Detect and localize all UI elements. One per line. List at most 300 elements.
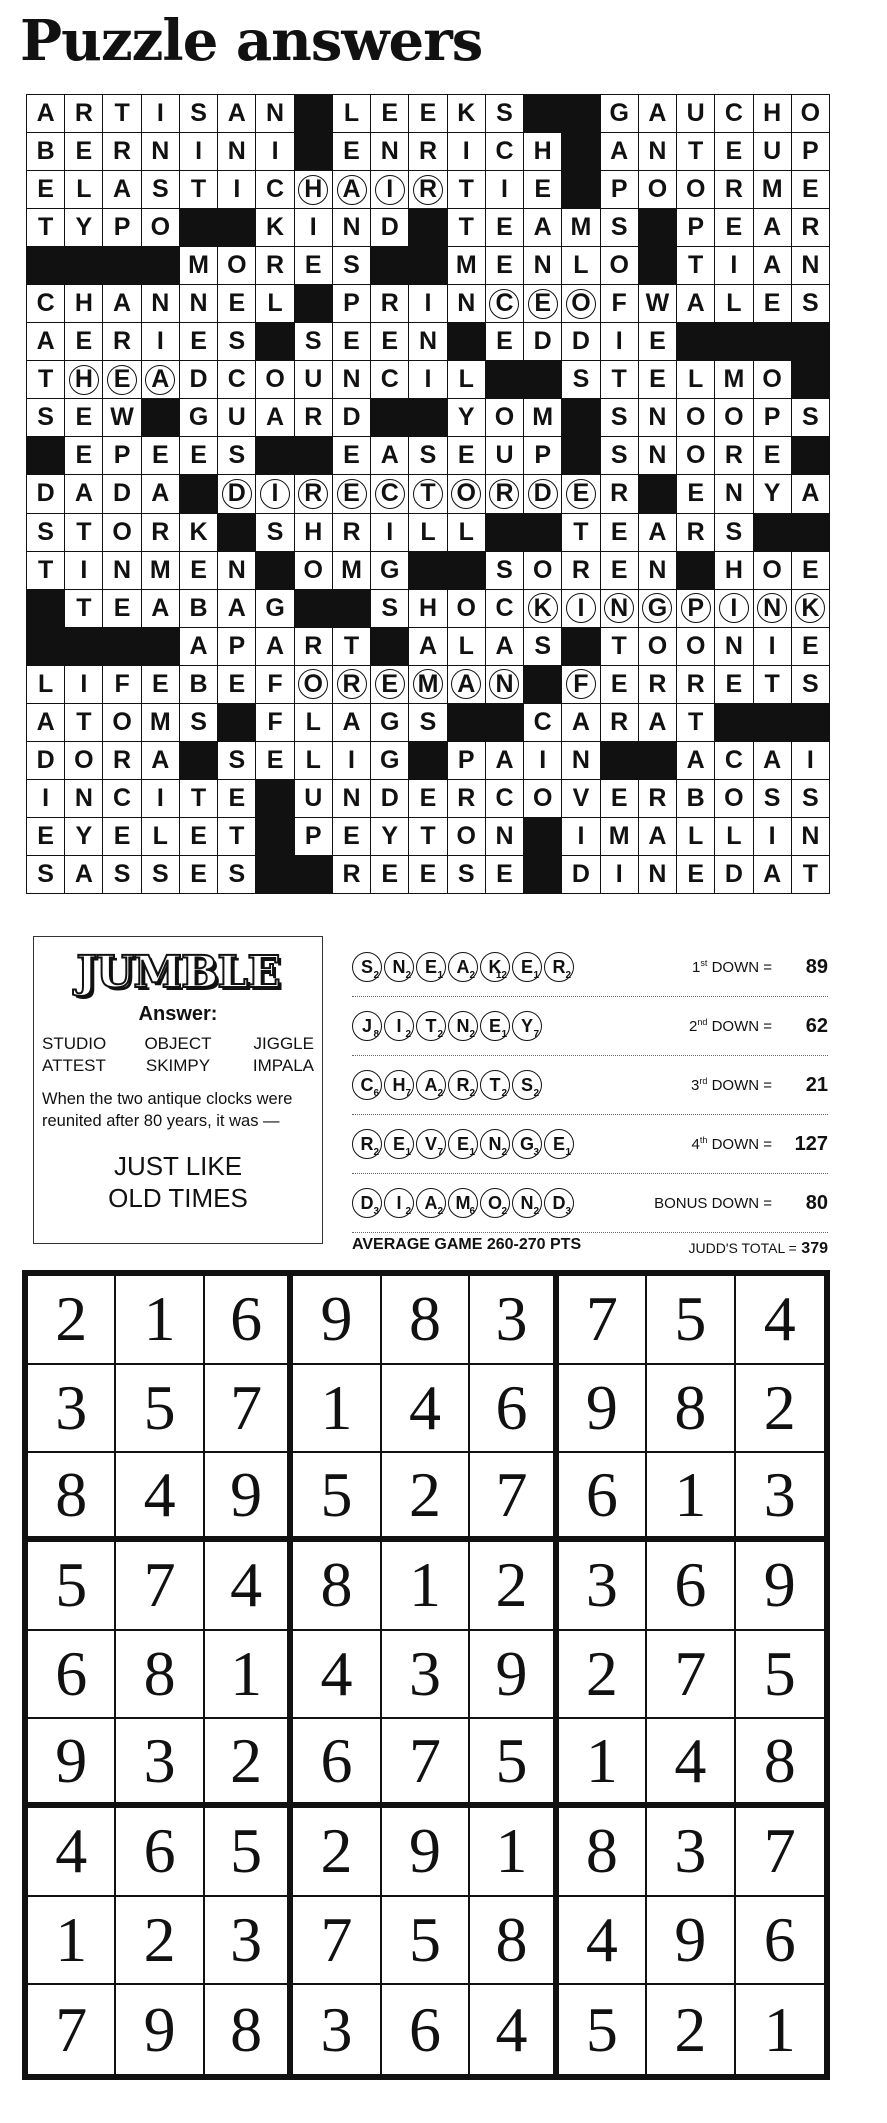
crossword-letter: R: [601, 704, 638, 741]
sudoku-cell: 3: [293, 1985, 381, 2074]
sudoku-cell: 7: [647, 1631, 735, 1720]
sudoku-cell: 9: [559, 1365, 647, 1454]
sudoku-cell: 4: [28, 1808, 116, 1897]
crossword-black-square: [448, 323, 485, 360]
sudoku-cell: 8: [205, 1985, 293, 2074]
sudoku-cell: 1: [116, 1276, 204, 1365]
crossword-letter: I: [333, 742, 370, 779]
crossword-letter: T: [409, 818, 446, 855]
crossword-letter: E: [677, 475, 714, 512]
crossword-letter: M: [524, 399, 561, 436]
word-game-row: [352, 1115, 828, 1174]
crossword-black-square: [27, 628, 64, 665]
letter-tile: I 2: [384, 1188, 414, 1218]
crossword-letter: R: [562, 552, 599, 589]
crossword-letter: E: [677, 856, 714, 893]
crossword-letter: A: [333, 704, 370, 741]
crossword-letter: T: [180, 780, 217, 817]
crossword-letter: R: [792, 209, 829, 246]
crossword-black-square: [562, 399, 599, 436]
letter-tile: E 1: [480, 1011, 510, 1041]
crossword-letter: A: [639, 95, 676, 132]
crossword-letter: I: [142, 323, 179, 360]
crossword-letter: O: [142, 209, 179, 246]
crossword-letter: E: [486, 856, 523, 893]
tile-value: 3: [373, 1206, 379, 1217]
crossword-circled-letter: C: [486, 285, 523, 322]
crossword-letter: A: [754, 209, 791, 246]
crossword-letter: E: [218, 780, 255, 817]
crossword-black-square: [103, 247, 140, 284]
crossword-black-square: [601, 742, 638, 779]
crossword-letter: E: [65, 133, 102, 170]
tile-value: 2: [469, 1088, 475, 1099]
down-label: 2nd DOWN =: [689, 1017, 772, 1035]
crossword-letter: A: [486, 628, 523, 665]
crossword-letter: S: [715, 514, 752, 551]
crossword-black-square: [371, 247, 408, 284]
crossword-letter: I: [601, 323, 638, 360]
crossword-letter: K: [448, 95, 485, 132]
tile-value: 12: [495, 970, 507, 981]
crossword-letter: S: [180, 95, 217, 132]
crossword-circled-letter: K: [524, 590, 561, 627]
sudoku-cell: 4: [116, 1453, 204, 1542]
crossword-letter: A: [524, 209, 561, 246]
sudoku-cell: 3: [559, 1542, 647, 1631]
crossword-black-square: [562, 171, 599, 208]
crossword-letter: E: [103, 818, 140, 855]
crossword-letter: E: [142, 437, 179, 474]
crossword-grid: [26, 94, 830, 894]
crossword-letter: S: [371, 590, 408, 627]
sudoku-cell: 1: [470, 1808, 558, 1897]
crossword-letter: A: [218, 95, 255, 132]
crossword-letter: O: [524, 552, 561, 589]
crossword-letter: O: [754, 361, 791, 398]
crossword-letter: R: [295, 399, 332, 436]
crossword-letter: D: [180, 361, 217, 398]
crossword-letter: L: [27, 666, 64, 703]
sudoku-cell: 4: [293, 1631, 381, 1720]
crossword-black-square: [639, 209, 676, 246]
down-score: 127: [794, 1132, 828, 1155]
crossword-letter: I: [601, 856, 638, 893]
tile-value: 1: [405, 1147, 411, 1158]
crossword-letter: I: [142, 780, 179, 817]
crossword-letter: L: [295, 704, 332, 741]
sudoku-cell: 2: [736, 1365, 824, 1454]
crossword-black-square: [639, 247, 676, 284]
crossword-letter: S: [792, 399, 829, 436]
crossword-letter: E: [333, 323, 370, 360]
sudoku-cell: 8: [559, 1808, 647, 1897]
crossword-letter: E: [524, 171, 561, 208]
crossword-letter: U: [295, 780, 332, 817]
crossword-letter: E: [486, 323, 523, 360]
letter-tile: K 12: [480, 952, 510, 982]
crossword-letter: T: [677, 133, 714, 170]
letter-tile: N 2: [384, 952, 414, 982]
crossword-letter: R: [142, 514, 179, 551]
crossword-letter: U: [677, 95, 714, 132]
crossword-black-square: [486, 704, 523, 741]
crossword-letter: D: [27, 742, 64, 779]
crossword-black-square: [218, 704, 255, 741]
crossword-letter: S: [486, 95, 523, 132]
crossword-letter: N: [524, 247, 561, 284]
crossword-letter: I: [27, 780, 64, 817]
crossword-letter: N: [103, 552, 140, 589]
sudoku-cell: 2: [205, 1719, 293, 1808]
crossword-black-square: [333, 590, 370, 627]
crossword-letter: I: [180, 133, 217, 170]
sudoku-cell: 1: [293, 1365, 381, 1454]
crossword-letter: O: [103, 704, 140, 741]
tile-value: 1: [437, 970, 443, 981]
letter-tile: I 2: [384, 1011, 414, 1041]
letter-tile: Y 7: [512, 1011, 542, 1041]
crossword-black-square: [409, 247, 446, 284]
page-title: Puzzle answers: [20, 8, 483, 74]
sudoku-cell: 8: [736, 1719, 824, 1808]
crossword-letter: I: [715, 247, 752, 284]
crossword-black-square: [524, 514, 561, 551]
crossword-letter: D: [562, 856, 599, 893]
down-score: 21: [805, 1073, 828, 1096]
crossword-black-square: [409, 552, 446, 589]
crossword-circled-letter: E: [333, 475, 370, 512]
crossword-letter: T: [448, 171, 485, 208]
sudoku-cell: 7: [116, 1542, 204, 1631]
tile-value: 2: [405, 970, 411, 981]
sudoku-cell: 8: [293, 1542, 381, 1631]
crossword-circled-letter: E: [524, 285, 561, 322]
crossword-letter: L: [715, 818, 752, 855]
crossword-letter: E: [792, 628, 829, 665]
sudoku-cell: 3: [205, 1897, 293, 1986]
crossword-letter: P: [524, 437, 561, 474]
crossword-letter: I: [562, 818, 599, 855]
crossword-black-square: [295, 285, 332, 322]
crossword-black-square: [295, 590, 332, 627]
crossword-letter: A: [792, 475, 829, 512]
crossword-letter: O: [677, 628, 714, 665]
sudoku-cell: 2: [116, 1897, 204, 1986]
crossword-letter: B: [27, 133, 64, 170]
sudoku-cell: 9: [736, 1542, 824, 1631]
crossword-letter: I: [754, 818, 791, 855]
crossword-letter: T: [754, 666, 791, 703]
tile-value: 7: [437, 1147, 443, 1158]
crossword-letter: I: [295, 209, 332, 246]
crossword-letter: R: [103, 742, 140, 779]
crossword-letter: N: [715, 475, 752, 512]
sudoku-cell: 2: [382, 1453, 470, 1542]
crossword-letter: C: [715, 95, 752, 132]
tile-value: 2: [405, 1029, 411, 1040]
crossword-letter: P: [601, 171, 638, 208]
crossword-letter: E: [65, 323, 102, 360]
crossword-letter: D: [715, 856, 752, 893]
crossword-letter: E: [792, 552, 829, 589]
crossword-letter: N: [792, 818, 829, 855]
tile-value: 2: [405, 1206, 411, 1217]
crossword-letter: S: [409, 704, 446, 741]
crossword-letter: A: [180, 628, 217, 665]
crossword-black-square: [371, 628, 408, 665]
sudoku-cell: 5: [470, 1719, 558, 1808]
crossword-letter: S: [448, 856, 485, 893]
sudoku-cell: 1: [647, 1453, 735, 1542]
crossword-letter: R: [103, 323, 140, 360]
down-label: 4th DOWN =: [691, 1135, 772, 1153]
crossword-letter: T: [333, 628, 370, 665]
crossword-letter: E: [409, 856, 446, 893]
crossword-black-square: [754, 323, 791, 360]
down-label: BONUS DOWN =: [654, 1194, 772, 1212]
crossword-letter: S: [218, 856, 255, 893]
crossword-letter: E: [333, 818, 370, 855]
jumble-word: JIGGLE: [253, 1034, 314, 1053]
crossword-letter: S: [218, 742, 255, 779]
crossword-letter: R: [103, 133, 140, 170]
letter-tile: T 2: [480, 1070, 510, 1100]
crossword-letter: A: [601, 133, 638, 170]
crossword-black-square: [448, 704, 485, 741]
tile-value: 2: [533, 1088, 539, 1099]
crossword-black-square: [792, 361, 829, 398]
crossword-black-square: [792, 514, 829, 551]
crossword-letter: N: [180, 285, 217, 322]
crossword-letter: T: [65, 590, 102, 627]
crossword-letter: N: [792, 247, 829, 284]
crossword-letter: A: [409, 628, 446, 665]
sudoku-cell: 5: [382, 1897, 470, 1986]
crossword-letter: I: [409, 285, 446, 322]
tile-value: 1: [469, 1147, 475, 1158]
tile-value: 2: [437, 1088, 443, 1099]
sudoku-cell: 5: [28, 1542, 116, 1631]
crossword-letter: P: [103, 209, 140, 246]
crossword-letter: E: [601, 552, 638, 589]
crossword-letter: N: [639, 552, 676, 589]
crossword-letter: M: [754, 171, 791, 208]
crossword-letter: E: [27, 171, 64, 208]
crossword-letter: D: [371, 209, 408, 246]
crossword-letter: H: [65, 285, 102, 322]
crossword-letter: E: [256, 742, 293, 779]
crossword-letter: O: [524, 780, 561, 817]
crossword-circled-letter: I: [715, 590, 752, 627]
crossword-letter: P: [677, 209, 714, 246]
crossword-letter: N: [409, 323, 446, 360]
tile-value: 2: [501, 1088, 507, 1099]
crossword-letter: E: [218, 666, 255, 703]
crossword-letter: O: [486, 399, 523, 436]
word-game-row: [352, 938, 828, 997]
crossword-circled-letter: R: [295, 475, 332, 512]
crossword-letter: R: [295, 628, 332, 665]
letter-tile: D 3: [352, 1188, 382, 1218]
crossword-black-square: [295, 437, 332, 474]
crossword-letter: C: [218, 361, 255, 398]
word-game-panel: [352, 938, 828, 1258]
crossword-black-square: [562, 628, 599, 665]
crossword-black-square: [524, 818, 561, 855]
crossword-letter: U: [754, 133, 791, 170]
answer-label: Answer:: [138, 1003, 218, 1025]
crossword-letter: A: [639, 704, 676, 741]
crossword-letter: E: [409, 780, 446, 817]
sudoku-cell: 4: [647, 1719, 735, 1808]
crossword-letter: B: [677, 780, 714, 817]
crossword-letter: N: [218, 552, 255, 589]
crossword-letter: E: [142, 666, 179, 703]
crossword-black-square: [371, 399, 408, 436]
crossword-letter: I: [486, 171, 523, 208]
average-game-note: AVERAGE GAME 260-270 PTS: [352, 1236, 582, 1253]
crossword-black-square: [295, 95, 332, 132]
sudoku-cell: 8: [382, 1276, 470, 1365]
crossword-letter: P: [218, 628, 255, 665]
crossword-circled-letter: A: [448, 666, 485, 703]
crossword-letter: D: [562, 323, 599, 360]
sudoku-cell: 8: [647, 1365, 735, 1454]
crossword-circled-letter: R: [486, 475, 523, 512]
crossword-letter: F: [256, 704, 293, 741]
crossword-letter: E: [448, 437, 485, 474]
crossword-letter: S: [333, 247, 370, 284]
crossword-black-square: [27, 437, 64, 474]
tile-value: 6: [373, 1088, 379, 1099]
crossword-letter: L: [256, 285, 293, 322]
crossword-letter: T: [218, 818, 255, 855]
letter-tile: C 6: [352, 1070, 382, 1100]
crossword-letter: K: [180, 514, 217, 551]
tile-value: 2: [373, 970, 379, 981]
sudoku-cell: 1: [763, 1993, 796, 2065]
crossword-letter: S: [601, 399, 638, 436]
crossword-letter: M: [142, 552, 179, 589]
crossword-black-square: [792, 704, 829, 741]
sudoku-cell: 2: [470, 1542, 558, 1631]
crossword-letter: S: [180, 704, 217, 741]
crossword-letter: I: [409, 361, 446, 398]
crossword-letter: N: [448, 285, 485, 322]
crossword-black-square: [256, 323, 293, 360]
crossword-letter: R: [448, 780, 485, 817]
crossword-letter: E: [180, 552, 217, 589]
sudoku-cell: 2: [559, 1631, 647, 1720]
crossword-letter: O: [792, 95, 829, 132]
crossword-letter: N: [562, 742, 599, 779]
crossword-circled-letter: K: [792, 590, 829, 627]
crossword-letter: R: [409, 133, 446, 170]
down-label: 1st DOWN =: [692, 958, 772, 976]
crossword-circled-letter: I: [562, 590, 599, 627]
crossword-letter: R: [715, 437, 752, 474]
crossword-letter: N: [639, 133, 676, 170]
crossword-letter: O: [65, 742, 102, 779]
crossword-letter: C: [715, 742, 752, 779]
crossword-circled-letter: O: [562, 285, 599, 322]
crossword-letter: C: [524, 704, 561, 741]
sudoku-cell: 7: [293, 1897, 381, 1986]
jumble-word: STUDIO: [42, 1034, 107, 1053]
crossword-letter: R: [601, 475, 638, 512]
crossword-letter: M: [142, 704, 179, 741]
crossword-letter: P: [333, 285, 370, 322]
crossword-letter: A: [256, 399, 293, 436]
crossword-letter: A: [562, 704, 599, 741]
crossword-letter: T: [601, 361, 638, 398]
tile-value: 6: [469, 1206, 475, 1217]
crossword-black-square: [524, 666, 561, 703]
sudoku-cell: 3: [28, 1365, 116, 1454]
crossword-letter: G: [371, 704, 408, 741]
sudoku-cell: 5: [205, 1808, 293, 1897]
letter-tile: D 3: [544, 1188, 574, 1218]
crossword-letter: A: [27, 704, 64, 741]
crossword-black-square: [180, 742, 217, 779]
crossword-letter: F: [601, 285, 638, 322]
sudoku-cell: 8: [470, 1897, 558, 1986]
letter-tile: M 6: [448, 1188, 478, 1218]
crossword-letter: O: [256, 361, 293, 398]
crossword-letter: N: [486, 818, 523, 855]
tile-value: 2: [437, 1029, 443, 1040]
letter-tiles: [352, 1188, 574, 1218]
crossword-black-square: [218, 209, 255, 246]
crossword-black-square: [562, 95, 599, 132]
sudoku-cell: 6: [205, 1276, 293, 1365]
crossword-black-square: [792, 437, 829, 474]
crossword-circled-letter: I: [256, 475, 293, 512]
crossword-letter: E: [715, 666, 752, 703]
crossword-letter: E: [371, 323, 408, 360]
letter-tile: G 3: [512, 1129, 542, 1159]
jumble-word: SKIMPY: [145, 1056, 211, 1075]
crossword-letter: L: [715, 285, 752, 322]
sudoku-cell: 2: [647, 1985, 735, 2074]
crossword-letter: E: [486, 209, 523, 246]
crossword-letter: G: [601, 95, 638, 132]
crossword-letter: N: [142, 133, 179, 170]
crossword-letter: N: [715, 628, 752, 665]
crossword-letter: E: [639, 323, 676, 360]
crossword-letter: R: [677, 514, 714, 551]
crossword-letter: B: [180, 666, 217, 703]
sudoku-cell: 3: [116, 1719, 204, 1808]
crossword-black-square: [409, 399, 446, 436]
crossword-black-square: [792, 323, 829, 360]
crossword-letter: G: [371, 552, 408, 589]
crossword-letter: F: [103, 666, 140, 703]
crossword-letter: G: [180, 399, 217, 436]
crossword-letter: S: [409, 437, 446, 474]
crossword-letter: E: [409, 95, 446, 132]
crossword-black-square: [639, 742, 676, 779]
crossword-letter: E: [27, 818, 64, 855]
crossword-black-square: [180, 209, 217, 246]
crossword-black-square: [256, 780, 293, 817]
crossword-letter: R: [639, 666, 676, 703]
crossword-letter: T: [103, 95, 140, 132]
tile-value: 3: [565, 1206, 571, 1217]
crossword-letter: R: [677, 666, 714, 703]
crossword-letter: V: [562, 780, 599, 817]
